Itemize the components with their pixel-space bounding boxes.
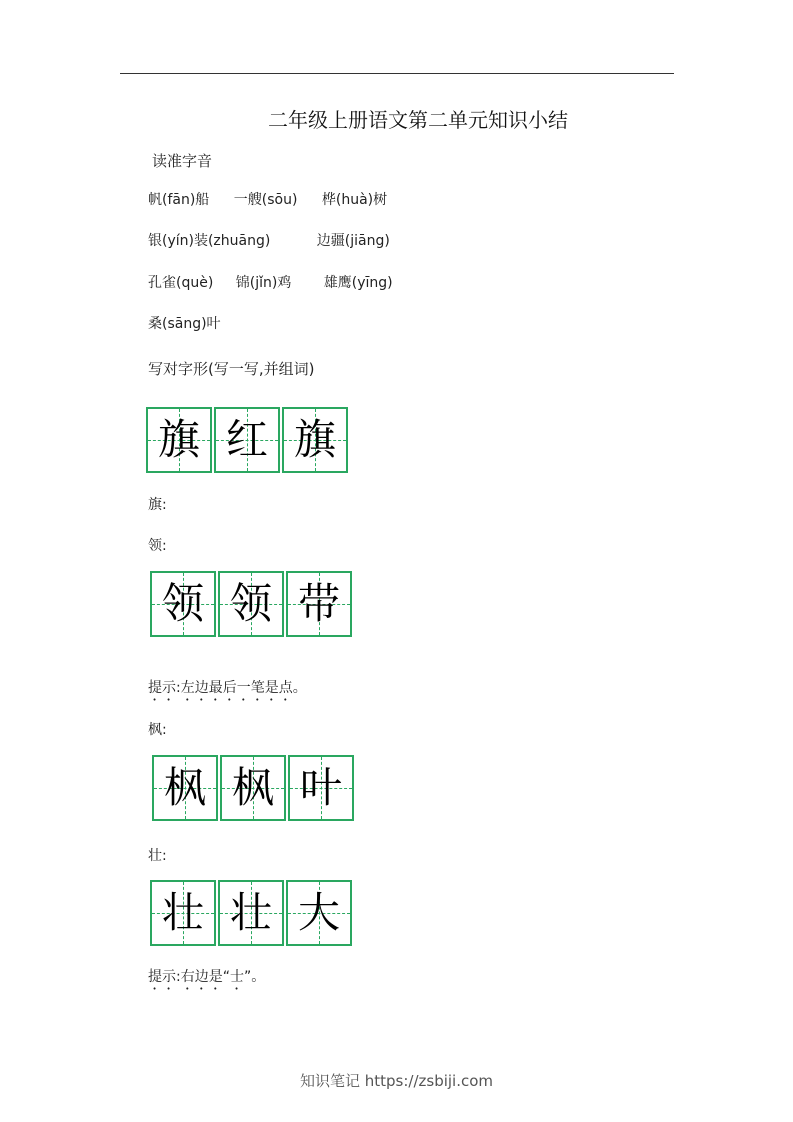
pinyin-row-1 — [148, 189, 387, 209]
grid-char: 壮 — [229, 888, 272, 937]
pinyin-item: 雄鹰(yīng) — [323, 275, 393, 291]
pinyin-item: 帆(fān)船 — [148, 192, 210, 208]
grid-char: 领 — [229, 579, 272, 628]
writing-grid-ling — [150, 571, 354, 637]
grid-cell — [152, 755, 218, 821]
grid-char: 领 — [161, 579, 204, 628]
pinyin-row-2 — [148, 230, 390, 250]
section-write-heading: 写对字形(写一写,并组词) — [148, 360, 315, 378]
grid-char: 叶 — [299, 763, 342, 812]
pinyin-item: 锦(jǐn)鸡 — [235, 275, 292, 291]
grid-cell — [288, 755, 354, 821]
pinyin-item: 桑(sāng)叶 — [148, 316, 221, 332]
grid-char: 带 — [297, 579, 340, 628]
label-feng: 枫: — [148, 722, 167, 738]
grid-char: 枫 — [163, 763, 206, 812]
section-read-heading: 读准字音 — [152, 152, 213, 170]
pinyin-row-3 — [148, 272, 393, 292]
grid-cell — [150, 571, 216, 637]
writing-grid-feng — [152, 755, 356, 821]
pinyin-item: 边疆(jiāng) — [316, 233, 390, 249]
pinyin-item: 一艘(sōu) — [233, 192, 298, 208]
pinyin-row-4 — [148, 313, 221, 333]
grid-cell — [146, 407, 212, 473]
label-qi: 旗: — [148, 497, 167, 513]
footer-source: 知识笔记 https://zsbiji.com — [299, 1072, 494, 1090]
grid-char: 旗 — [157, 415, 200, 464]
grid-char: 红 — [225, 415, 268, 464]
grid-char: 壮 — [161, 888, 204, 937]
hint-left-dot: 提示:左边最后一笔是点。 — [148, 680, 307, 696]
grid-char: 枫 — [231, 763, 274, 812]
grid-cell — [220, 755, 286, 821]
grid-cell — [150, 880, 216, 946]
grid-cell — [286, 571, 352, 637]
pinyin-item: 银(yín)装(zhuāng) — [148, 233, 271, 249]
grid-char: 旗 — [293, 415, 336, 464]
grid-char: 大 — [297, 888, 340, 937]
writing-grid-qi — [146, 407, 350, 473]
grid-cell — [282, 407, 348, 473]
page-title: 二年级上册语文第二单元知识小结 — [268, 108, 568, 132]
grid-cell — [218, 571, 284, 637]
grid-cell — [214, 407, 280, 473]
pinyin-item: 桦(huà)树 — [321, 192, 388, 208]
hint-right-shi: 提示:右边是“士”。 — [148, 969, 266, 985]
grid-cell — [218, 880, 284, 946]
label-zhuang: 壮: — [148, 848, 167, 864]
label-ling: 领: — [148, 538, 167, 554]
pinyin-item: 孔雀(què) — [148, 275, 214, 291]
writing-grid-zhuang — [150, 880, 354, 946]
grid-cell — [286, 880, 352, 946]
top-rule — [120, 73, 674, 74]
